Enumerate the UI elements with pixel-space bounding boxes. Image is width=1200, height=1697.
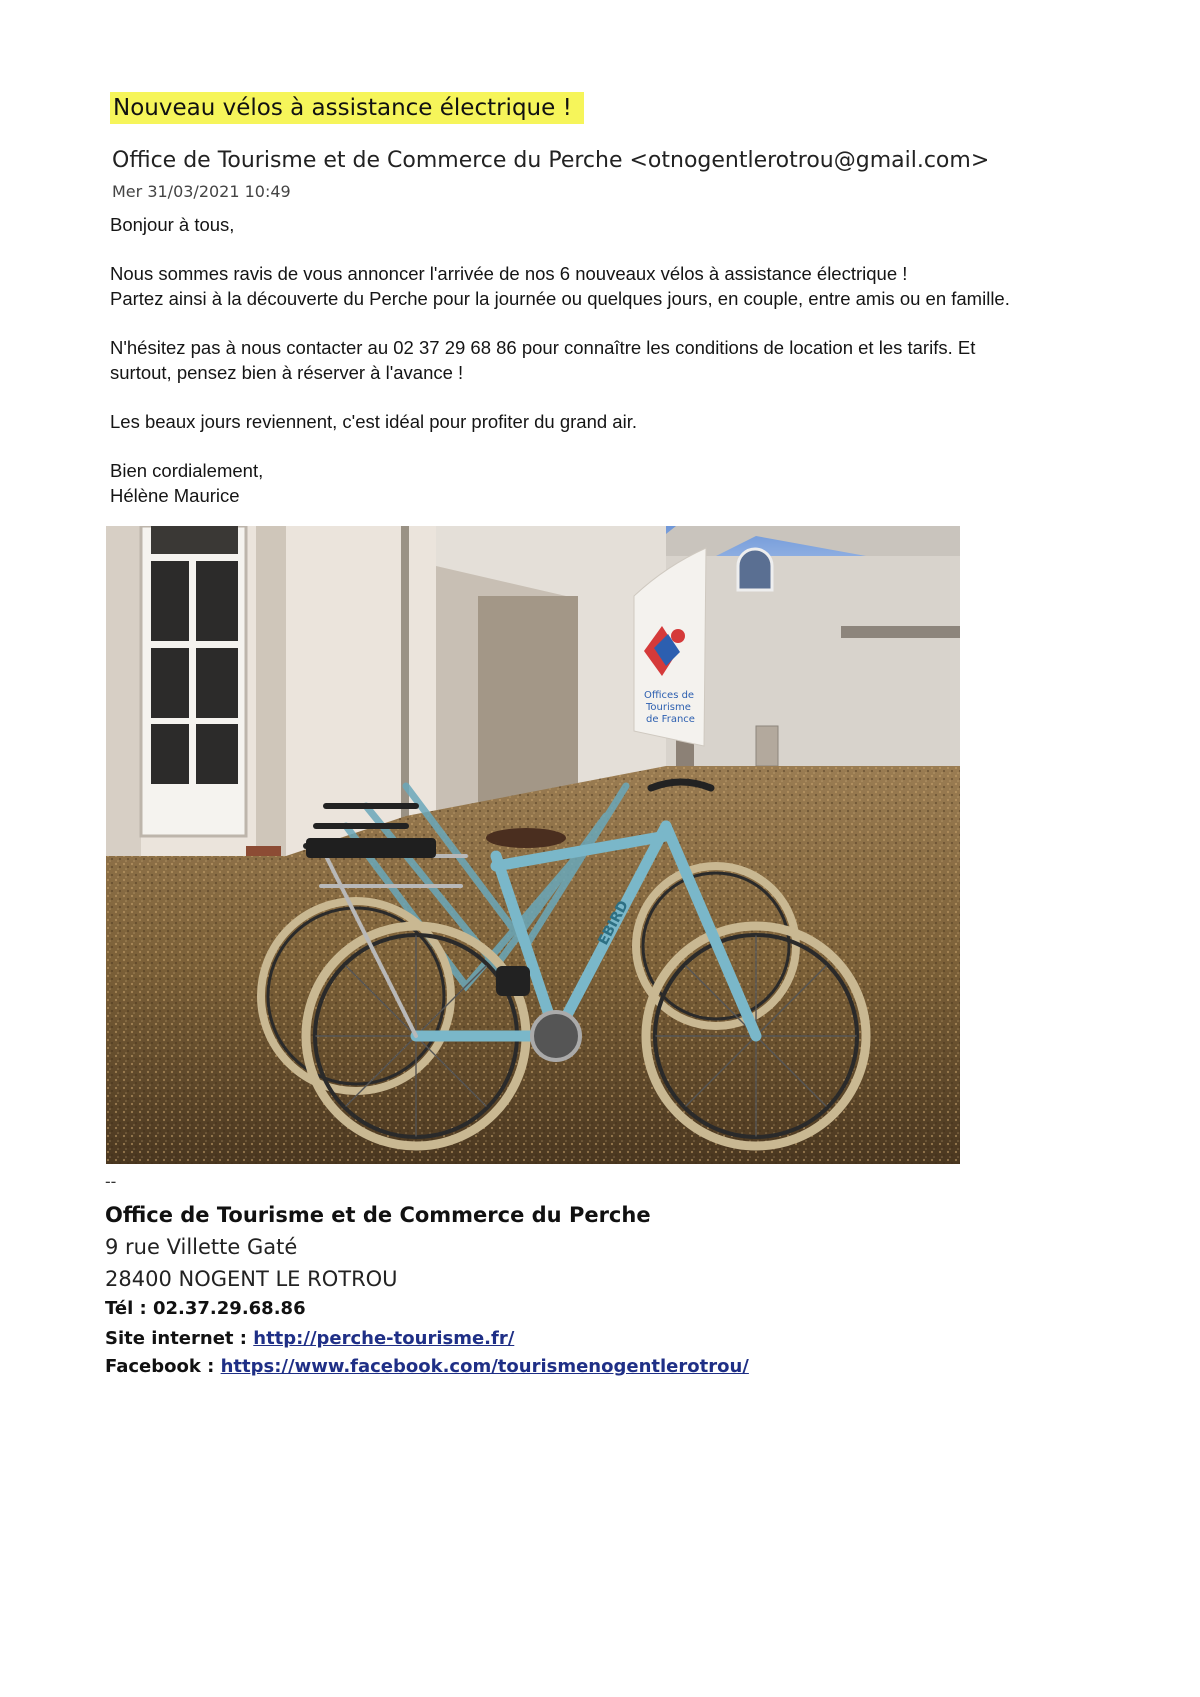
email-subject: Nouveau vélos à assistance électrique !: [110, 92, 584, 124]
signature-address-street: 9 rue Villette Gaté: [105, 1235, 298, 1259]
paragraph-contact: [110, 335, 1110, 385]
bikes-photo: [106, 526, 960, 1164]
contact-line-1: N'hésitez pas à nous contacter au 02 37 29 68 86 pour connaître les conditions de location et les tarifs. Et: [110, 337, 976, 358]
signature-website-row: [105, 1326, 514, 1352]
flag-text-2: Tourisme: [646, 702, 691, 713]
author-name: Hélène Maurice: [110, 485, 240, 506]
email-date: Mer 31/03/2021 10:49: [112, 182, 291, 201]
flag-text-3: de France: [646, 714, 695, 725]
email-sender: Office de Tourisme et de Commerce du Perche <otnogentlerotrou@gmail.com>: [112, 148, 990, 173]
signature-separator: --: [105, 1172, 117, 1191]
website-label: Site internet :: [105, 1328, 247, 1349]
signature-phone: Tél : 02.37.29.68.86: [105, 1298, 306, 1319]
signature-org: Office de Tourisme et de Commerce du Perche: [105, 1203, 651, 1227]
signature-facebook-row: [105, 1354, 749, 1380]
signature-address-city: 28400 NOGENT LE ROTROU: [105, 1267, 398, 1291]
paragraph-weather: Les beaux jours reviennent, c'est idéal pour profiter du grand air.: [110, 411, 637, 432]
greeting: Bonjour à tous,: [110, 214, 235, 235]
flag-text-1: Offices de: [644, 690, 695, 701]
facebook-label: Facebook :: [105, 1356, 215, 1377]
announcement-line-1: Nous sommes ravis de vous annoncer l'arrivée de nos 6 nouveaux vélos à assistance électrique !: [110, 263, 908, 284]
contact-line-2: surtout, pensez bien à réserver à l'avance !: [110, 362, 464, 383]
website-link[interactable]: http://perche-tourisme.fr/: [253, 1328, 515, 1349]
sign-off: [110, 458, 1110, 508]
facebook-link[interactable]: https://www.facebook.com/tourismenogentlerotrou/: [220, 1356, 749, 1377]
email-body: [110, 212, 1110, 532]
closing: Bien cordialement,: [110, 460, 264, 481]
announcement-line-2: Partez ainsi à la découverte du Perche pour la journée ou quelques jours, en couple, entre amis ou en famille.: [110, 288, 1010, 309]
paragraph-announcement: [110, 261, 1110, 311]
bike-brand-label: EBIRD: [595, 898, 633, 948]
